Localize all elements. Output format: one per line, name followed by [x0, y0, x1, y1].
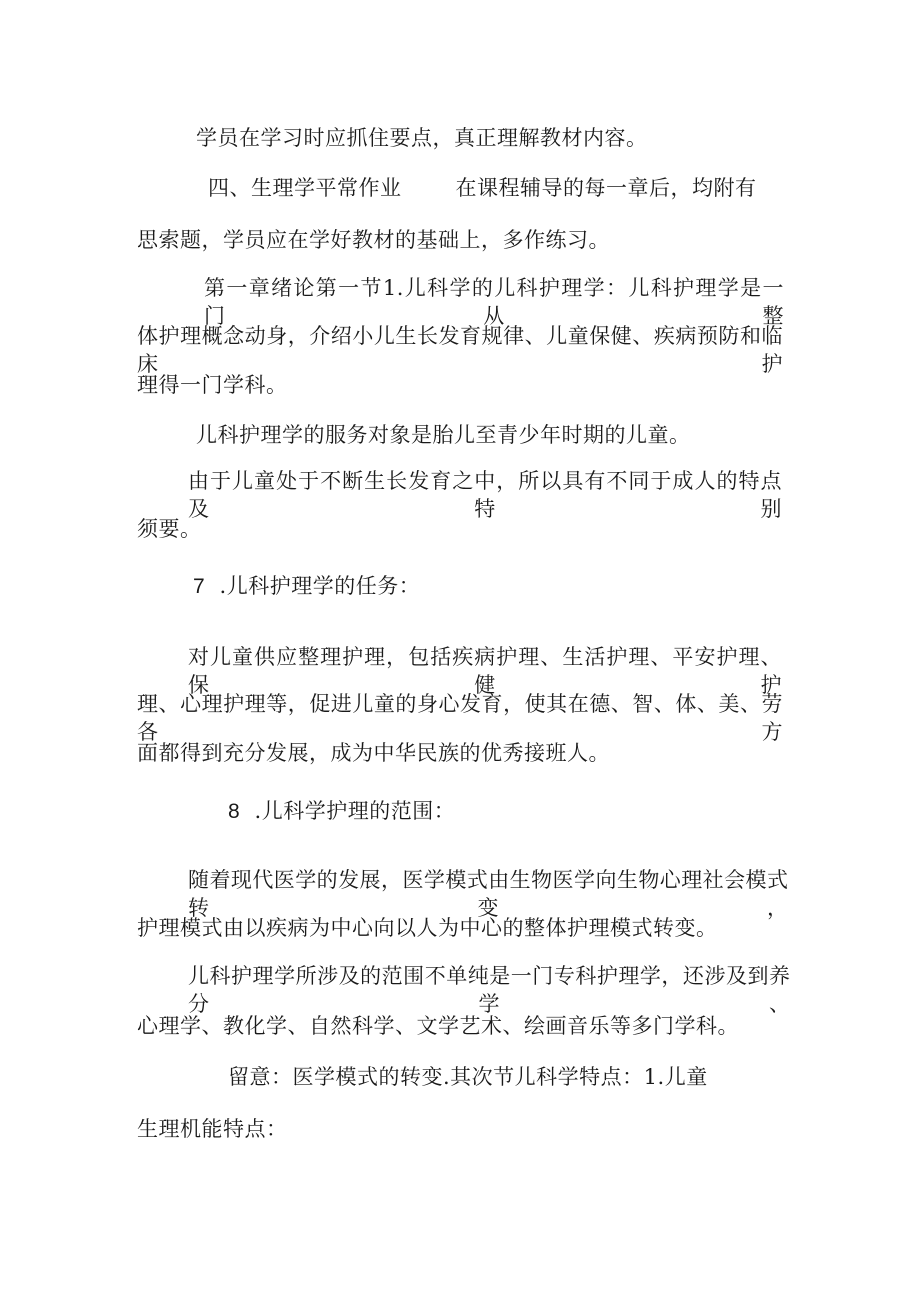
list-number: 8 [228, 800, 241, 823]
section-heading: 四、生理学平常作业 [208, 176, 402, 200]
list-item-heading [193, 572, 420, 601]
paragraph-line: 对儿童供应整理护理，包括疾病护理、生活护理、平安护理、保健护 [188, 645, 782, 697]
list-heading-text: .儿科学护理的范围： [254, 799, 456, 823]
paragraph-line: 理得一门学科。 [137, 373, 288, 397]
paragraph-line [208, 174, 757, 202]
paragraph-line: 体护理概念动身，介绍小儿生长发育规律、儿童保健、疾病预防和临床护 [137, 324, 783, 376]
list-heading-text: .儿科护理学的任务： [219, 574, 421, 598]
paragraph-line: 理、心理护理等，促进儿童的身心发育，使其在德、智、体、美、劳各方 [137, 692, 783, 744]
list-item-heading [228, 797, 455, 826]
paragraph-line: 心理学、教化学、自然科学、文学艺术、绘画音乐等多门学科。 [137, 1014, 739, 1038]
paragraph-line: 随着现代医学的发展，医学模式由生物医学向生物心理社会模式转变， [188, 868, 788, 920]
paragraph-line: 护理模式由以疾病为中心向以人为中心的整体护理模式转变。 [137, 916, 718, 940]
paragraph-line: 由于儿童处于不断生长发育之中，所以具有不同于成人的特点及特别 [188, 469, 782, 521]
paragraph-line: 生理机能特点： [137, 1117, 288, 1141]
list-number: 7 [193, 575, 206, 598]
paragraph-line: 第一章绪论第一节1.儿科学的儿科护理学：儿科护理学是一门从整 [204, 276, 784, 328]
paragraph-line: 儿科护理学的服务对象是胎儿至青少年时期的儿童。 [196, 423, 691, 447]
paragraph-line: 学员在学习时应抓住要点，真正理解教材内容。 [196, 126, 648, 150]
paragraph-text: 在课程辅导的每一章后，均附有 [455, 176, 757, 200]
paragraph-line: 留意：医学模式的转变.其次节儿科学特点：1.儿童 [228, 1065, 708, 1089]
paragraph-line: 思索题，学员应在学好教材的基础上，多作练习。 [137, 228, 610, 252]
paragraph-line: 儿科护理学所涉及的范围不单纯是一门专科护理学，还涉及到养分学、 [188, 964, 790, 1016]
paragraph-line: 须要。 [137, 517, 202, 541]
paragraph-line: 面都得到充分发展，成为中华民族的优秀接班人。 [137, 741, 610, 765]
